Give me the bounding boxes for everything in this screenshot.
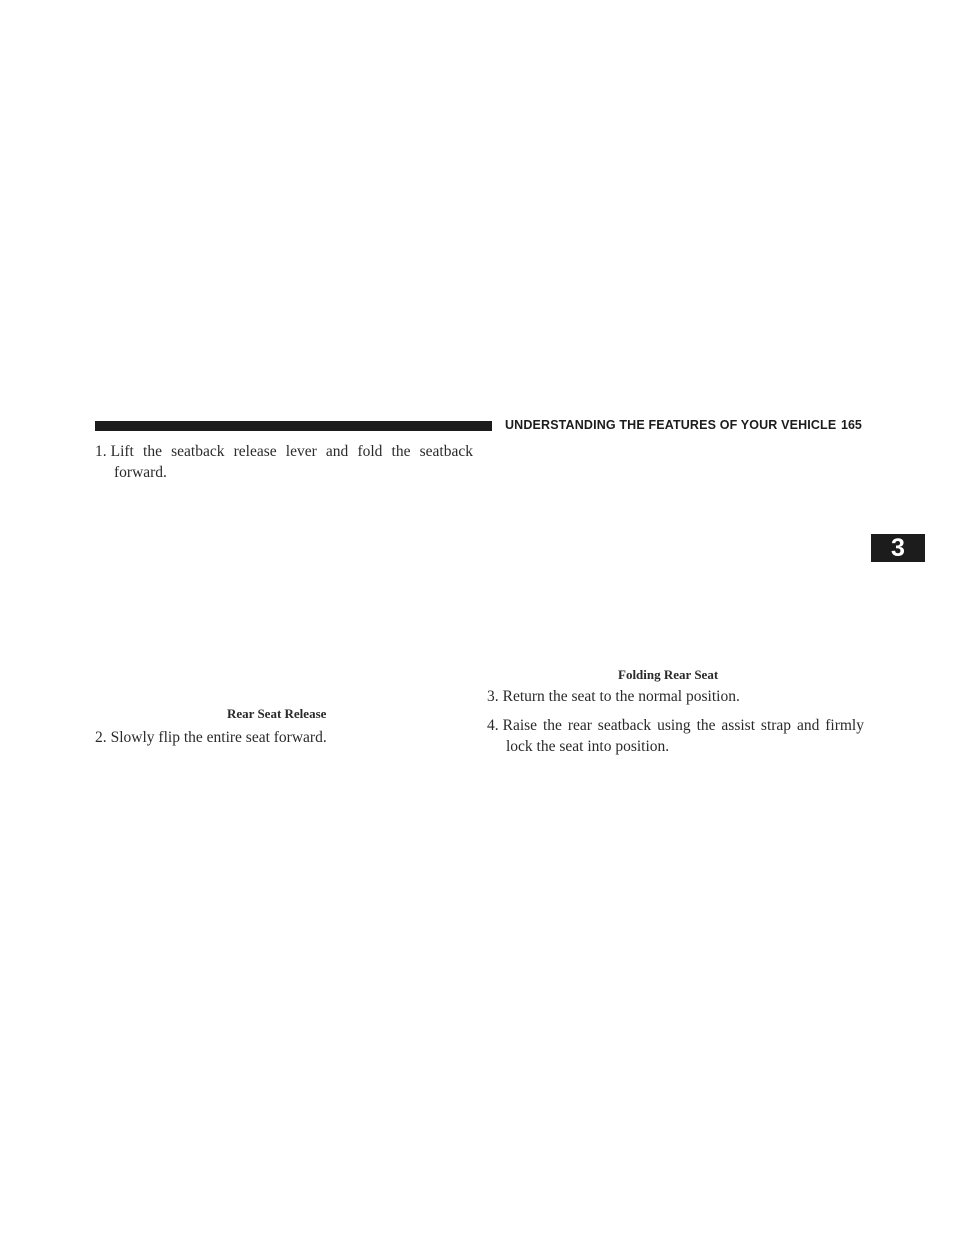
step-number: 2.	[95, 729, 107, 746]
step-text: Raise the rear seatback using the assist strap and firmly lock the seat into position.	[502, 717, 864, 755]
figure-caption-rear-seat-release: Rear Seat Release	[227, 706, 327, 721]
step-3	[487, 686, 864, 707]
step-4	[487, 715, 864, 757]
figure-caption-folding-rear-seat: Folding Rear Seat	[618, 667, 719, 682]
page-number: 165	[841, 418, 862, 432]
step-number: 1.	[95, 443, 107, 460]
step-text: Return the seat to the normal position.	[502, 688, 740, 705]
step-text: Slowly flip the entire seat forward.	[110, 729, 327, 746]
chapter-tab: 3	[871, 534, 925, 562]
running-header-title: UNDERSTANDING THE FEATURES OF YOUR VEHICLE	[505, 418, 837, 432]
step-text: Lift the seatback release lever and fold the seatback forward.	[110, 443, 473, 481]
step-1	[95, 441, 473, 483]
step-number: 3.	[487, 688, 499, 705]
step-number: 4.	[487, 717, 499, 734]
step-2	[95, 727, 473, 748]
header-rule	[95, 421, 492, 431]
